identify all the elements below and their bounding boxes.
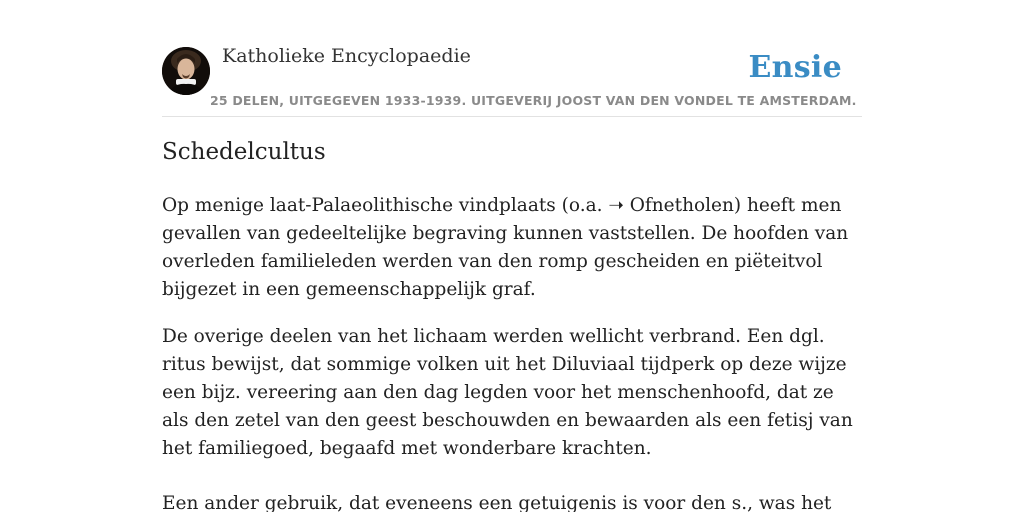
- portrait-avatar-icon: [162, 47, 210, 95]
- publication-header: [162, 0, 862, 117]
- publication-avatar[interactable]: [162, 47, 210, 95]
- article-paragraph-3: Een ander gebruik, dat eveneens een getuigenis is voor den s., was het: [162, 493, 832, 512]
- article-title: Schedelcultus: [162, 139, 326, 165]
- brand-logo[interactable]: Ensie: [748, 50, 842, 85]
- page-container: [162, 0, 862, 512]
- article-paragraph-2: De overige deelen van het lichaam werden wellicht verbrand. Een dgl. ritus bewijst, dat sommige volken uit het Diluviaal tijdperk op deze wijze een bijz. vereering aan den dag legden voor het menschenhoofd, dat ze als den zetel van den geest beschouwden en bewaarden als een fetisj van het familiegoed, begaafd met wonderbare krachten.: [162, 326, 853, 459]
- publication-description: 25 DELEN, UITGEGEVEN 1933-1939. UITGEVERIJ JOOST VAN DEN VONDEL TE AMSTERDAM.: [210, 93, 857, 108]
- publication-title[interactable]: Katholieke Encyclopaedie: [222, 45, 471, 67]
- article-paragraph-1: Op menige laat-Palaeolithische vindplaats (o.a. ➝ Ofnetholen) heeft men gevallen van gedeeltelijke begraving kunnen vaststellen. De hoofden van overleden familieleden werden van den romp gescheiden en piëteitvol bijgezet in een gemeenschappelijk graf.: [162, 195, 849, 300]
